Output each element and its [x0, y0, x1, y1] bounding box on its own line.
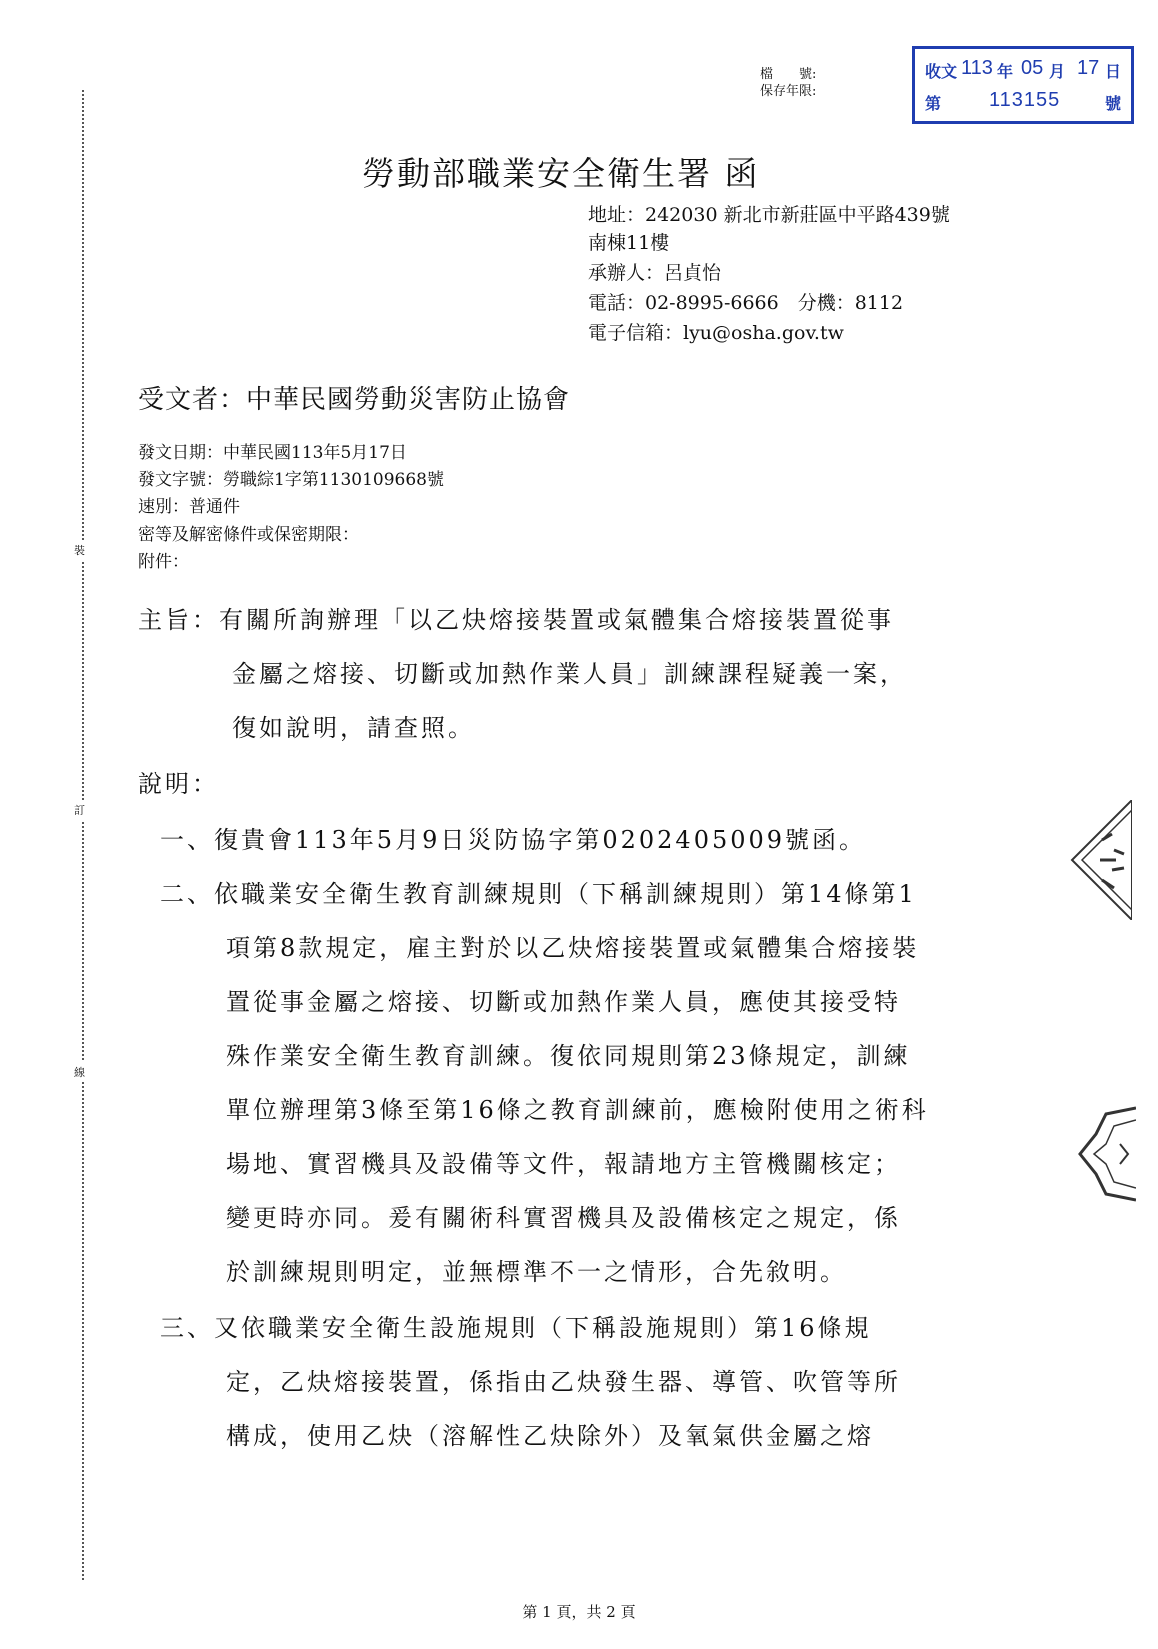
- explanation-item3-line1: 三、又依職業安全衛生設施規則（下稱設施規則）第16條規: [160, 1314, 872, 1342]
- explanation-item1: 一、復貴會113年5月9日災防協字第0202405009號函。: [160, 826, 867, 854]
- binding-mark-ding: 訂: [74, 800, 85, 820]
- binding-dotted-line: [82, 90, 84, 1580]
- stamp-no-prefix: 第: [925, 96, 942, 113]
- stamp-year-char: 年: [997, 64, 1014, 81]
- archive-retention-label: 保存年限:: [760, 84, 817, 99]
- explanation-item2-line5: 單位辦理第3條至第16條之教育訓練前，應檢附使用之術科: [226, 1096, 929, 1124]
- sender-address-line1: 地址：242030 新北市新莊區中平路439號: [588, 204, 950, 226]
- sender-phone: 電話：02-8995-6666 分機：8112: [588, 292, 904, 314]
- explanation-item3-line2: 定，乙炔熔接裝置，係指由乙炔發生器、導管、吹管等所: [226, 1368, 901, 1396]
- explanation-item2-line6: 場地、實習機具及設備等文件，報請地方主管機關核定；: [226, 1150, 901, 1178]
- binding-mark-zhuang: 裝: [74, 540, 85, 560]
- page-footer: 第 1 頁，共 2 頁: [522, 1603, 636, 1621]
- stamp-received-label: 收文: [925, 64, 958, 81]
- electronic-seal-fragment: [1062, 800, 1132, 920]
- stamp-year: 113: [961, 57, 993, 79]
- stamp-no-suffix: 號: [1105, 96, 1122, 113]
- explanation-item2-line8: 於訓練規則明定，並無標準不一之情形，合先敘明。: [226, 1258, 847, 1286]
- sender-contact: 承辦人：呂貞怡: [588, 262, 722, 284]
- explanation-item2-line4: 殊作業安全衛生教育訓練。復依同規則第23條規定，訓練: [226, 1042, 911, 1070]
- stamp-day: 17: [1077, 57, 1100, 79]
- stamp-month-char: 月: [1049, 64, 1066, 81]
- recipient: 受文者：中華民國勞動災害防止協會: [138, 385, 571, 415]
- secrecy-level: 密等及解密條件或保密期限：: [138, 525, 359, 545]
- explanation-label: 說明：: [138, 770, 219, 798]
- stamp-number: 113155: [989, 89, 1061, 111]
- explanation-item2-line2: 項第8款規定，雇主對於以乙炔熔接裝置或氣體集合熔接裝: [226, 934, 920, 962]
- subject-line1: 主旨：有關所詢辦理「以乙炔熔接裝置或氣體集合熔接裝置從事: [138, 606, 894, 634]
- archive-file-number-label: 檔 號:: [760, 67, 817, 82]
- explanation-item3-line3: 構成，使用乙炔（溶解性乙炔除外）及氧氣供金屬之熔: [226, 1422, 874, 1450]
- explanation-item2-line7: 變更時亦同。爰有關術科實習機具及設備核定之規定，係: [226, 1204, 901, 1232]
- stamp-day-char: 日: [1105, 64, 1122, 81]
- sender-address-line2: 南棟11樓: [588, 232, 670, 254]
- binding-mark-xian: 線: [74, 1062, 85, 1082]
- explanation-item2-line1: 二、依職業安全衛生教育訓練規則（下稱訓練規則）第14條第1: [160, 880, 917, 908]
- delivery-speed: 速別：普通件: [138, 497, 240, 517]
- subject-line2: 金屬之熔接、切斷或加熱作業人員」訓練課程疑義一案，: [232, 660, 907, 688]
- stamp-month: 05: [1021, 57, 1044, 79]
- document-title: 勞動部職業安全衛生署 函: [362, 154, 760, 193]
- subject-line3: 復如說明，請查照。: [232, 714, 475, 742]
- attachment: 附件：: [138, 552, 189, 572]
- stamp-date-row: [915, 57, 1131, 87]
- stamp-number-row: [915, 89, 1131, 119]
- sender-email: 電子信箱：lyu@osha.gov.tw: [588, 322, 844, 344]
- issue-date: 發文日期：中華民國113年5月17日: [138, 443, 407, 463]
- official-seal-fragment: [1076, 1104, 1136, 1204]
- document-number: 發文字號：勞職綜1字第1130109668號: [138, 470, 444, 490]
- explanation-item2-line3: 置從事金屬之熔接、切斷或加熱作業人員，應使其接受特: [226, 988, 901, 1016]
- receipt-stamp: [912, 46, 1134, 124]
